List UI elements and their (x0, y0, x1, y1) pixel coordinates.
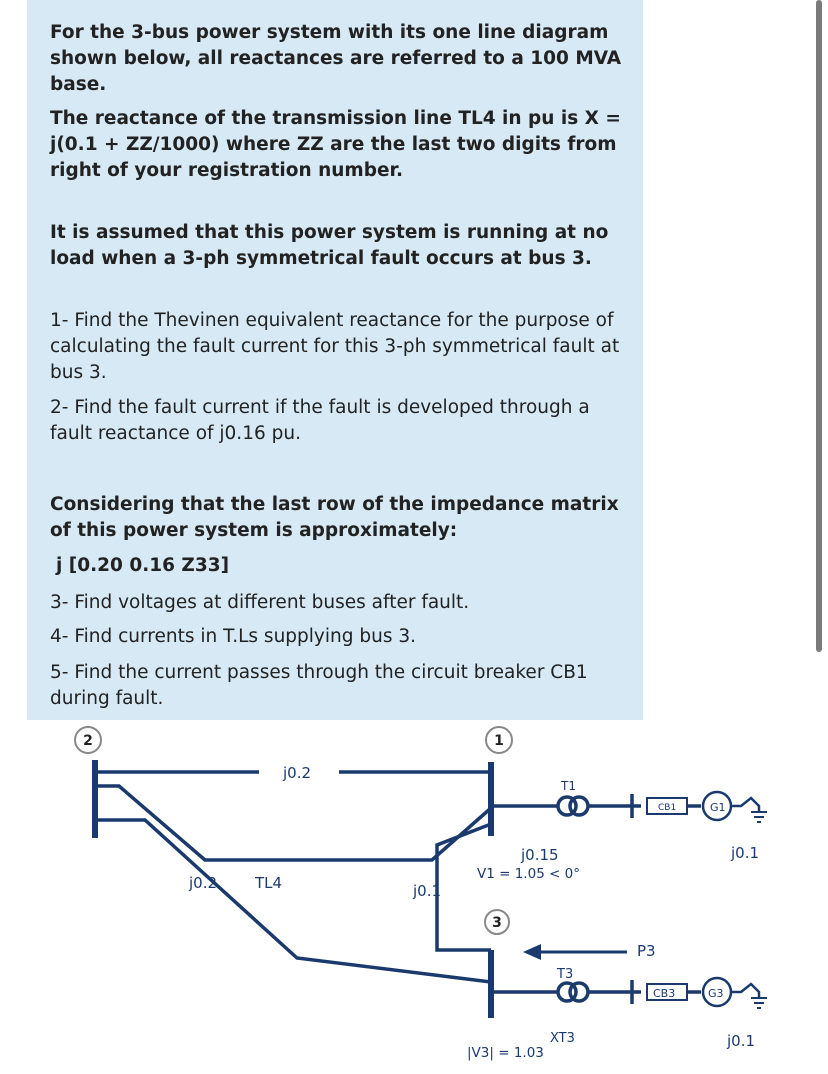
p3-arrow-head (523, 944, 541, 960)
p3-label: P3 (637, 942, 656, 960)
cb1-label: CB1 (658, 803, 677, 813)
assumption-paragraph: It is assumed that this power system is running at no load when a 3-ph symmetrical fault occurs at bus 3. (50, 222, 609, 269)
tl4-paragraph: The reactance of the transmission line TL4 in pu is X = j(0.1 + ZZ/1000) where ZZ are the last two digits from right of your registration number. (50, 108, 621, 181)
xt3-label: XT3 (550, 1031, 575, 1046)
scrollbar[interactable] (816, 0, 822, 652)
t1-label: T1 (561, 779, 576, 793)
line-13-reactance: j0.1 (413, 882, 442, 900)
question-3: 3- Find voltages at different buses after fault. (50, 592, 470, 613)
line-21-reactance: j0.2 (283, 764, 312, 782)
g1-reactance: j0.1 (731, 844, 760, 862)
t3-label: T3 (557, 967, 574, 982)
considering-paragraph: Considering that the last row of the impedance matrix of this power system is approximately: (50, 494, 619, 541)
g3-label: G3 (708, 987, 724, 1000)
matrix-row: j [0.20 0.16 Z33] (56, 555, 230, 576)
question-4: 4- Find currents in T.Ls supplying bus 3. (50, 626, 416, 647)
g1-label: G1 (710, 801, 726, 814)
bus-3-label: 3 (492, 915, 502, 931)
one-line-diagram (27, 720, 828, 1070)
bus-2-label: 2 (83, 733, 93, 749)
g1-ground (731, 798, 759, 812)
question-5: 5- Find the current passes through the circuit breaker CB1 during fault. (50, 662, 588, 709)
t1-reactance: j0.15 (521, 846, 559, 864)
line-tl4 (95, 820, 491, 982)
t1-winding-b (570, 797, 588, 815)
tl4-name: TL4 (255, 874, 283, 892)
g3-ground (731, 984, 759, 998)
line-21-lower (95, 786, 491, 860)
question-2: 2- Find the fault current if the fault is developed through a fault reactance of j0.16 pu. (50, 397, 590, 444)
line-13 (437, 824, 491, 950)
g3-reactance: j0.1 (727, 1032, 756, 1050)
v1-label: V1 = 1.05 < 0° (477, 866, 581, 882)
cb3-label: CB3 (653, 987, 676, 1000)
tl4-reactance: j0.2 (189, 874, 218, 892)
intro-paragraph: For the 3-bus power system with its one line diagram shown below, all reactances are referred to a 100 MVA base. (50, 22, 622, 95)
v3-label: |V3| = 1.03 (467, 1045, 544, 1061)
t3-winding-b (570, 983, 588, 1001)
bus-1-label: 1 (494, 733, 504, 749)
question-1: 1- Find the Thevinen equivalent reactance for the purpose of calculating the fault current for this 3-ph symmetrical fault at bus 3. (50, 310, 620, 383)
